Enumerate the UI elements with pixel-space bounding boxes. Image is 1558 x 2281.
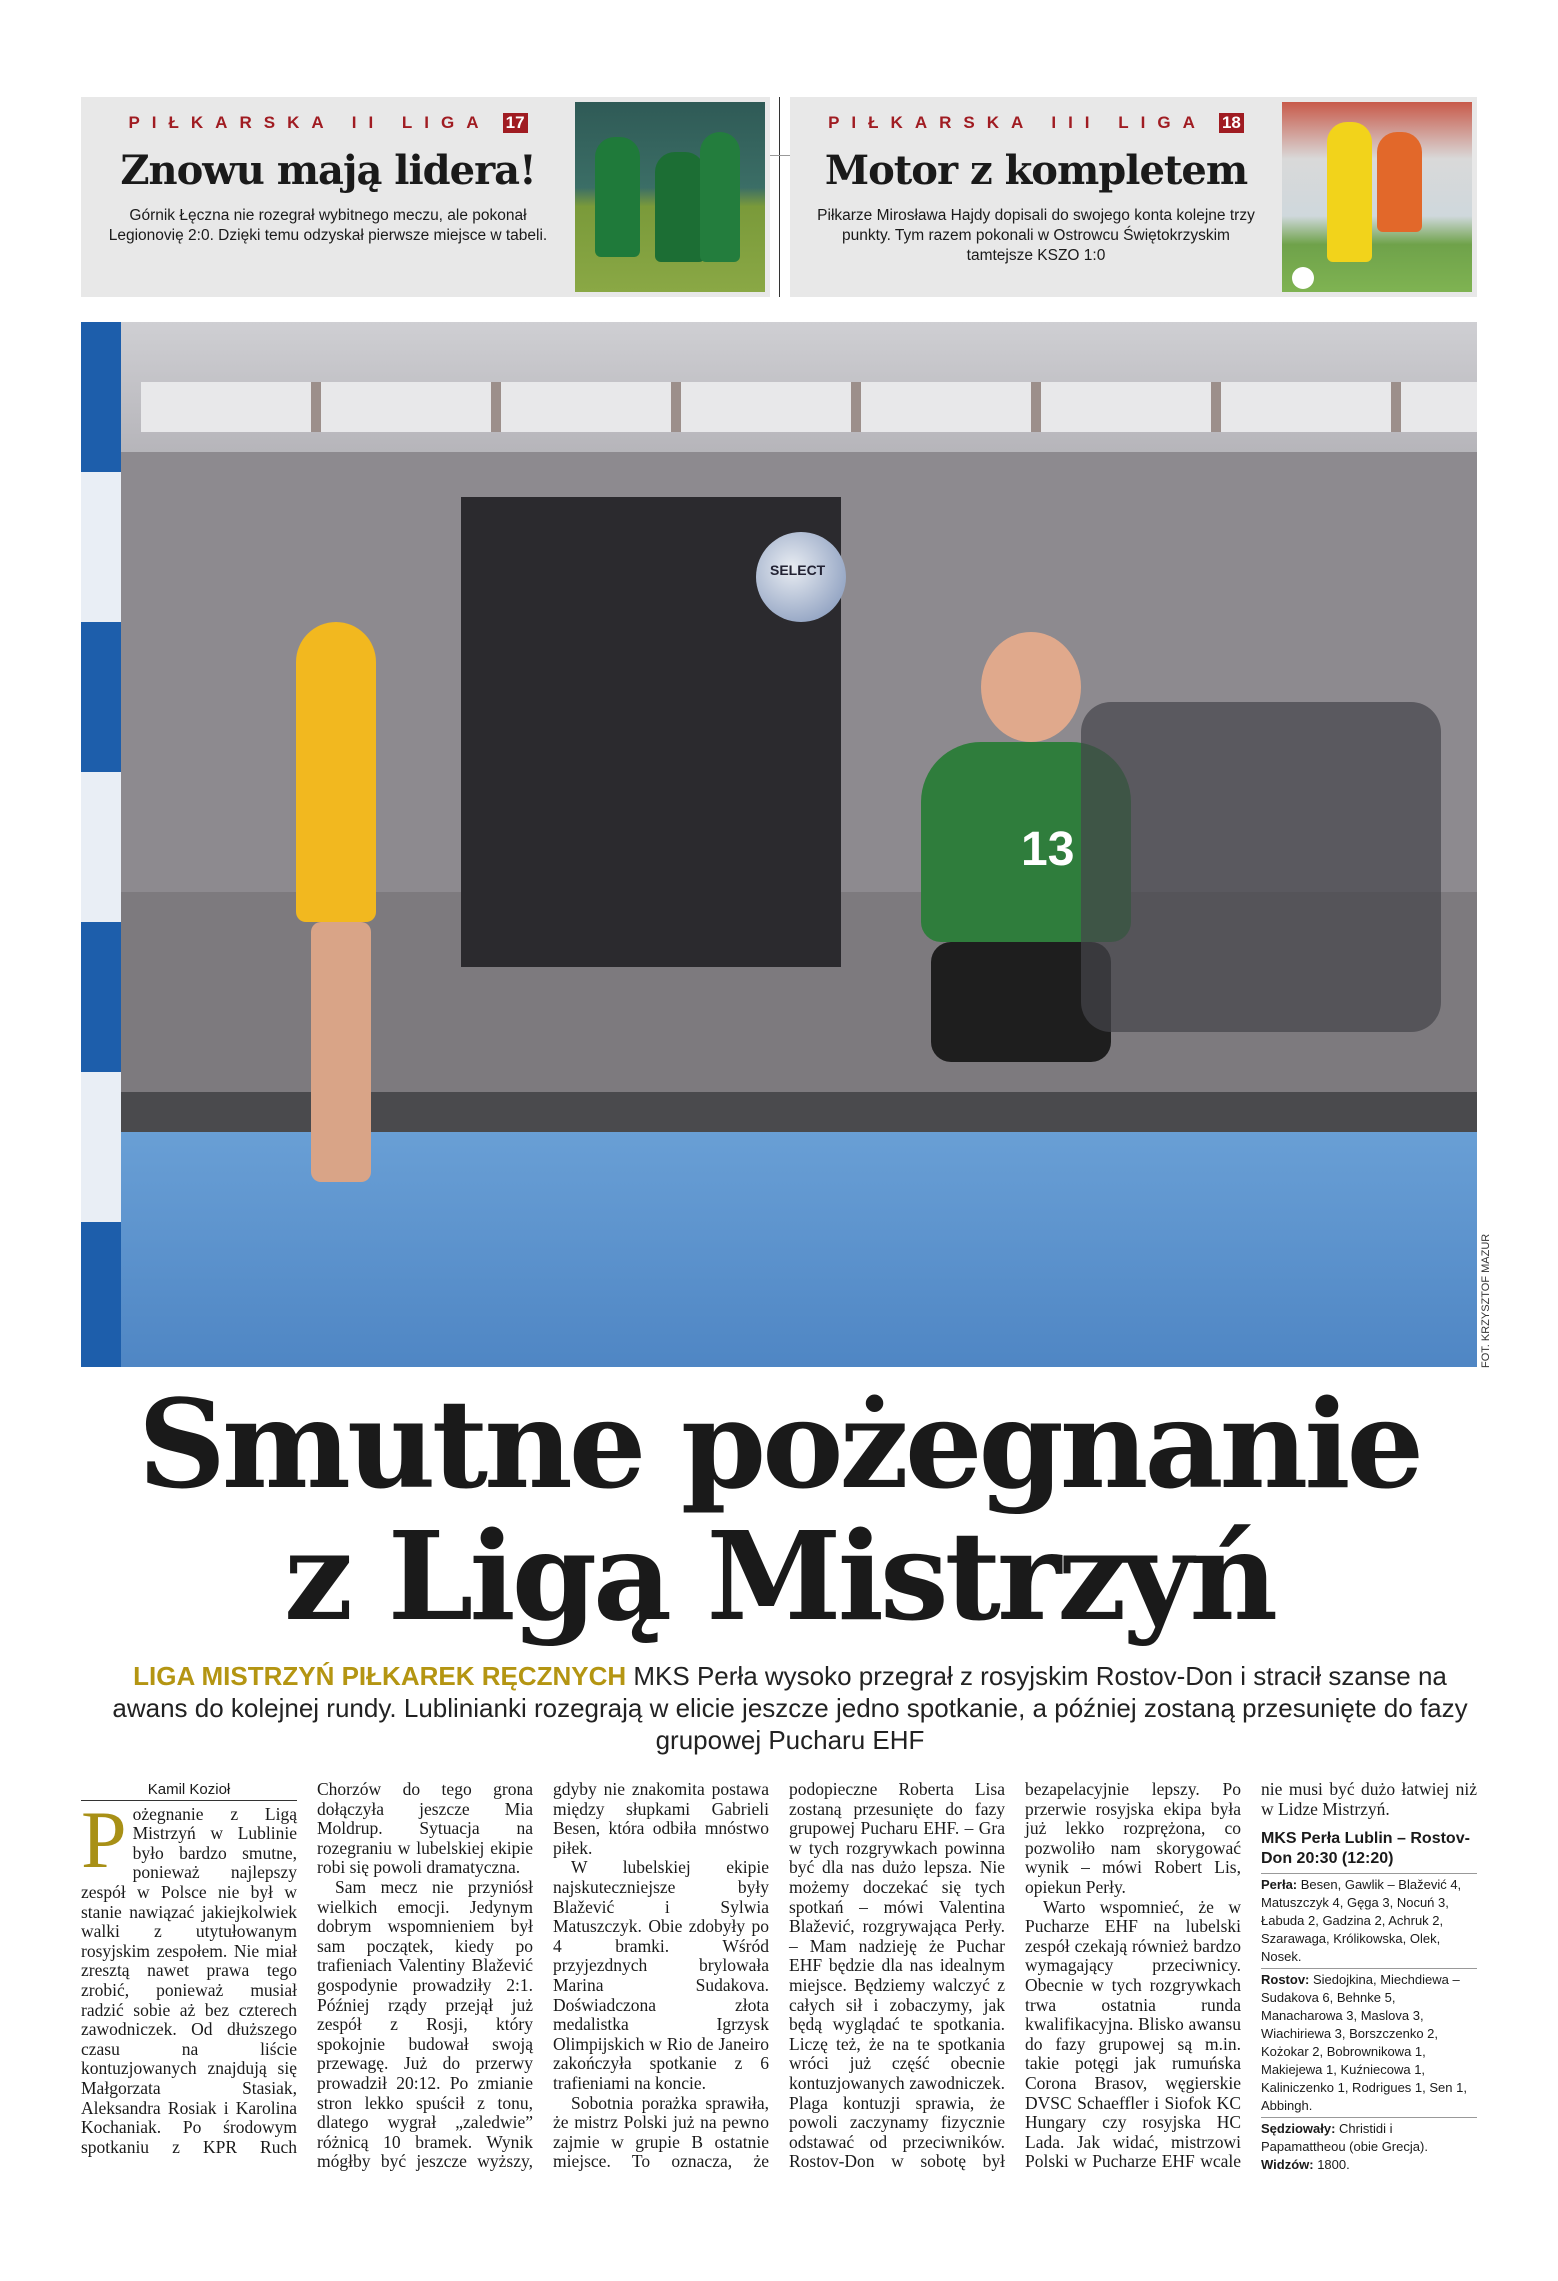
paragraph: Sam mecz nie przyniósł wielkich emocji. Jedynym dobrym wspomnieniem był sam początek, kiedy po trafieniach Valentiny Blažević gospodynie prowadziły 2:1. Później rządy przejął już zespół z Rosji, który spokojnie budował swoją przewagę. Już do przerwy prowadził 20:12. Po zmianie stron lekko spuścił z tonu, dlatego wygrał „zaledwie” różnicą 10 bramek. Wynik mógłby być jeszcze wyższy, gdyby nie znakomita postawa między słupkami Gabrieli Besen, która odbiła mnóstwo piłek. [317, 1779, 769, 2172]
lead: LIGA MISTRZYŃ PIŁKAREK RĘCZNYCH MKS Perła wysoko przegrał z rosyjskim Rostov-Don i stracił szanse na awans do kolejnej rundy. Lublinianki rozegrają w elicie jeszcze jedno spotkanie, a później zostaną przesunięte do fazy grupowej Pucharu EHF [112, 1661, 1468, 1755]
paragraph: Sobotnia porażka sprawiła, że mistrz Polski już na pewno zajmie w grupie B ostatnie miejsce. To oznacza, że podopieczne Roberta Lisa zostaną przesunięte do fazy grupowej Pucharu EHF. – Gra w tych rozgrywkach powinna być dla nas dużo lepsza. Nie możemy doczekać się tych spotkań – mówi Valentina Blažević, rozgrywająca Perły. – Mam nadzieję że Puchar EHF będzie dla nas idealnym miejsce. Będziemy walczyć z całych sił i zobaczymy, jak będą wyglądać te spotkania. Liczę też, że na te spotkania wróci już część obecnie kontuzjowanych zawodniczek. Plaga kontuzji sprawia, że powoli zaczynamy fizycznie odstawać od przeciwników. Rostov-Don w sobotę był bezapelacyjnie lepszy. Po przerwie rosyjska ekipa była już lekko rozprężona, co pozwoliło nam skorygować wynik – mówi Robert Lis, opiekun Perły. [553, 1779, 1241, 2172]
teaser-kicker: PIŁKARSKA II LIGA 17 [81, 113, 575, 133]
teaser-title: Znowu mają lidera! [120, 147, 536, 194]
teaser-photo-football-duel [1282, 102, 1472, 292]
article-body [81, 1780, 1477, 2176]
divider [770, 155, 790, 156]
referees: Sędziowały: Christidi i Papamattheou (obie Grecja). Widzów: 1800. [1261, 2117, 1477, 2176]
teaser-text: Górnik Łęczna nie rozegrał wybitnego meczu, ale pokonał Legionovię 2:0. Dzięki temu odzyskał pierwsze miejsce w tabeli. [108, 207, 548, 244]
teaser-text: Piłkarze Mirosława Hajdy dopisali do swojego konta kolejne trzy punkty. Tym razem pokonali w Ostrowcu Świętokrzyskim tamtejsze KSZO 1:0 [817, 207, 1255, 264]
paragraph: Pożegnanie z Ligą Mistrzyń w Lublinie było bardzo smutne, ponieważ najlepszy zespół w Polsce nie był w stanie nawiązać jakiejkolwiek walki z utytułowanym rosyjskim zespołem. Nie miał zresztą nawet prawa tego zrobić, ponieważ musiał radzić sobie aż bez czterech zawodniczek. Od dłuższego czasu na liście kontuzjowanych znajdują się Małgorzata Stasiak, Aleksandra Rosiak i Karolina Kochaniak. Po środowym spotkaniu z KPR Ruch Chorzów do tego grona dołączyła jeszcze Mia Moldrup. Sytuacja na rozegraniu w lubelskiej ekipie robi się powoli dramatyczna. [81, 1779, 533, 2157]
teaser-photo-football-celebration [575, 102, 765, 292]
rubric: LIGA MISTRZYŃ PIŁKAREK RĘCZNYCH [133, 1661, 627, 1691]
divider [779, 97, 780, 297]
paragraph: W lubelskiej ekipie najskuteczniejsze były Blažević i Sylwia Matuszczyk. Obie zdobyły po 4 bramki. Wśród przyjezdnych brylowała Marina Sudakova. Doświadczona złota medalistka Igrzysk Olimpijskich w Rio de Janeiro zakończyła spotkanie z 6 trafieniami na koncie. [553, 1857, 769, 2093]
teaser-ii-liga[interactable] [81, 97, 770, 297]
photo-credit: FOT. KRZYSZTOF MAZUR [1480, 1233, 1492, 1368]
lineup-perla: Perła: Besen, Gawlik – Blažević 4, Matuszczyk 4, Gęga 3, Nocuń 3, Łabuda 2, Gadzina 2, Achruk 2, Szarawaga, Królikowska, Olek, Nosek. [1261, 1873, 1477, 1968]
match-title: MKS Perła Lublin – Rostov-Don 20:30 (12:20) [1261, 1830, 1470, 1868]
match-box [1261, 1829, 1477, 2176]
paragraph: Warto wspomnieć, że w Pucharze EHF na lubelski zespół czekają również bardzo wymagający przeciwnicy. Obecnie w tych rozgrywkach trwa ostatnia runda kwalifikacyjna. Blisko awansu do fazy grupowej są m.in. takie potęgi jak rumuńska Corona Brasov, węgierskie DVSC Schaeffler i Siofok KC Hungary czy rosyjska HC Lada. Jak widać, mistrzowi Polski w Pucharze EHF wcale nie musi być dużo łatwiej niż w Lidze Mistrzyń. [1025, 1779, 1477, 2172]
author: Kamil Kozioł [81, 1780, 297, 1801]
teaser-title: Motor z kompletem [824, 147, 1248, 194]
player-yellow [296, 622, 376, 922]
page-number: 18 [1219, 113, 1244, 133]
player-green: 13 [921, 742, 1131, 942]
handball: SELECT [756, 532, 846, 622]
lineup-rostov: Rostov: Siedojkina, Miechdiewa – Sudakova 6, Behnke 5, Manacharowa 3, Maslova 3, Wiachiriewa 3, Borszczenko 2, Kożokar 2, Bobrownikowa 1, Makiejewa 1, Kuźniecowa 1, Kaliniczenko 1, Rodrigues 1, Sen 1, Abbingh. [1261, 1968, 1477, 2117]
page-number: 17 [503, 113, 528, 133]
headline: Smutne pożegnanie z Ligą Mistrzyń [137, 1372, 1421, 1648]
drop-cap: P [81, 1793, 127, 1885]
teaser-iii-liga[interactable] [790, 97, 1477, 297]
main-photo-handball [81, 322, 1477, 1367]
teaser-kicker: PIŁKARSKA III LIGA 18 [790, 113, 1282, 133]
